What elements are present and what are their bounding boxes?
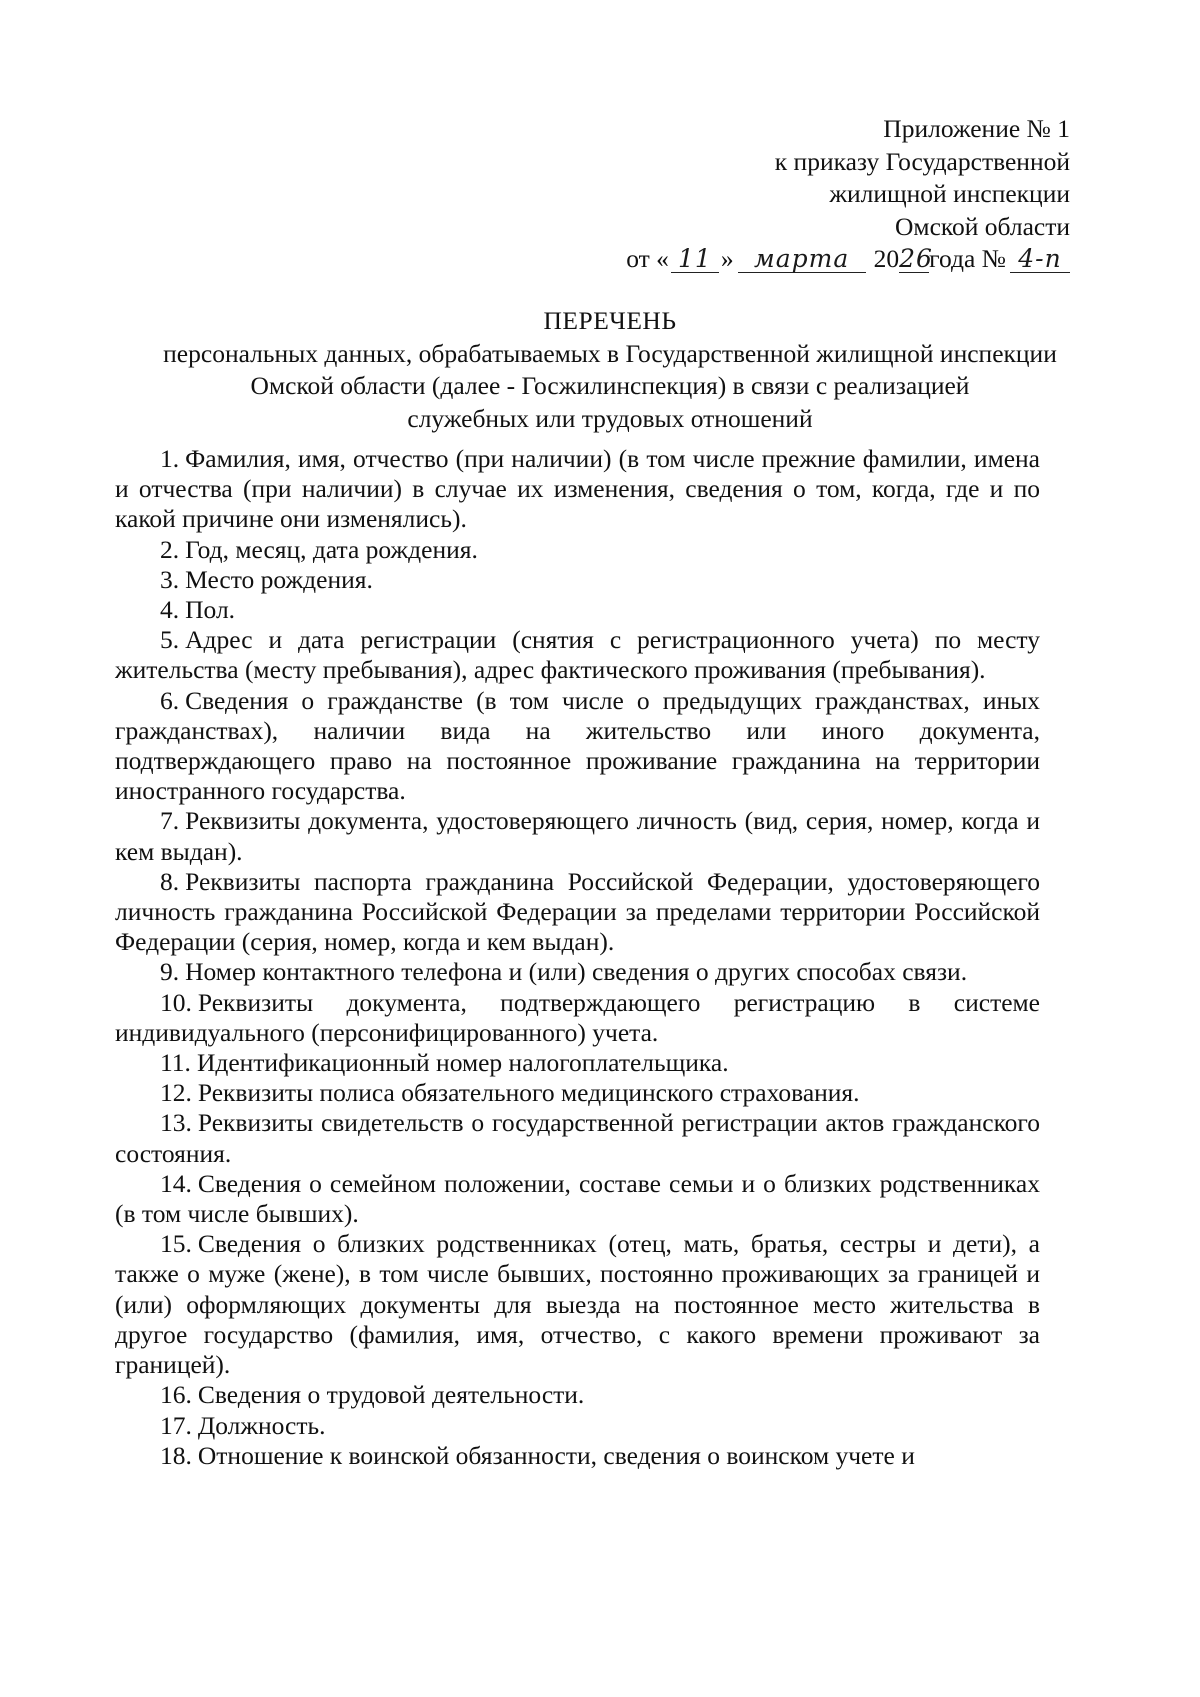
date-prefix: от « <box>626 244 669 273</box>
list-item-text: Год, месяц, дата рождения. <box>185 534 478 564</box>
list-item <box>115 1411 1040 1441</box>
list-item <box>115 806 1040 866</box>
title-line-1: персональных данных, обрабатываемых в Государственной жилищной инспекции <box>163 338 1057 368</box>
list-item-text: Сведения о гражданстве (в том числе о предыдущих гражданствах, иных гражданствах), наличии вида на жительство или иного документа, подтверждающего право на постоянное проживание гражданина на территории иностранного государства. <box>115 685 1040 806</box>
list-item-text: Фамилия, имя, отчество (при наличии) (в том числе прежние фамилии, имена и отчества (при наличии) в случае их изменения, сведения о том, когда, где и по какой причине они изменялись). <box>115 444 1040 534</box>
appendix-number: Приложение № 1 <box>883 114 1070 143</box>
list-item <box>115 686 1040 807</box>
list-item-text: Сведения о близких родственниках (отец, мать, братья, сестры и дети), а также о муже (жене), в том числе бывших, постоянно проживающих за границей и (или) оформляющих документы для выезда на постоянное место жительства в другое государство (фамилия, имя, отчество, с какого времени проживают за границей). <box>115 1229 1040 1380</box>
title-line-3: служебных или трудовых отношений <box>407 403 813 433</box>
list-item <box>115 1078 1040 1108</box>
list-item-text: Номер контактного телефона и (или) сведения о других способах связи. <box>185 957 968 987</box>
list-item <box>115 957 1040 987</box>
list-item-number: 7. <box>160 806 180 836</box>
list-item-number: 16. <box>160 1380 192 1410</box>
list-item-text: Отношение к воинской обязанности, сведения о воинском учете и <box>197 1440 915 1470</box>
list-item <box>115 988 1040 1048</box>
list-item-number: 1. <box>160 444 180 473</box>
list-item-number: 14. <box>160 1168 192 1198</box>
list-item-number: 11. <box>160 1048 191 1078</box>
list-item <box>115 867 1040 958</box>
year-word: года № <box>929 244 1006 273</box>
list-item-text: Реквизиты документа, удостоверяющего личность (вид, серия, номер, когда и кем выдан). <box>115 806 1040 866</box>
handwritten-year: 26 <box>899 244 933 273</box>
list-item-number: 12. <box>160 1078 192 1108</box>
appendix-block <box>450 113 1070 276</box>
appendix-region: Омской области <box>895 211 1070 241</box>
list-item-text: Сведения о семейном положении, составе семьи и о близких родственниках (в том числе бывших). <box>115 1168 1040 1229</box>
order-date-line <box>450 243 1070 276</box>
list-item <box>115 1441 1040 1471</box>
list-item-text: Место рождения. <box>185 564 373 594</box>
list-item-number: 9. <box>160 957 180 987</box>
list-item-number: 13. <box>160 1108 192 1138</box>
document-title <box>110 305 1110 435</box>
appendix-agency: жилищной инспекции <box>829 179 1070 208</box>
list-item <box>115 565 1040 595</box>
list-item <box>115 1169 1040 1229</box>
year-prefix: 20 <box>873 244 900 273</box>
appendix-order-ref: к приказу Государственной <box>774 146 1070 176</box>
list-item-number: 10. <box>160 987 192 1017</box>
handwritten-order-number: 4-п <box>1010 246 1070 273</box>
handwritten-day: 11 <box>671 246 719 273</box>
list-item <box>115 535 1040 565</box>
list-item-text: Сведения о трудовой деятельности. <box>197 1380 585 1410</box>
list-item <box>115 625 1040 685</box>
list-item-number: 18. <box>160 1440 192 1470</box>
handwritten-month: марта <box>738 246 866 273</box>
items-list <box>115 444 1040 1471</box>
list-item <box>115 1229 1040 1380</box>
list-item-number: 6. <box>160 685 180 715</box>
list-item <box>115 595 1040 625</box>
list-item-text: Реквизиты документа, подтверждающего регистрацию в системе индивидуального (персонифицированного) учета. <box>115 987 1040 1047</box>
list-item <box>115 1108 1040 1168</box>
list-item <box>115 444 1040 535</box>
list-item-number: 8. <box>160 866 180 896</box>
list-item-text: Реквизиты полиса обязательного медицинского страхования. <box>197 1078 860 1108</box>
list-item-text: Идентификационный номер налогоплательщика. <box>196 1048 729 1078</box>
list-item-number: 15. <box>160 1229 192 1259</box>
list-item <box>115 1380 1040 1410</box>
list-item-text: Реквизиты свидетельств о государственной регистрации актов гражданского состояния. <box>115 1108 1040 1168</box>
list-item-text: Адрес и дата регистрации (снятия с регистрационного учета) по месту жительства (месту пребывания), адрес фактического проживания (пребывания). <box>115 625 1040 685</box>
list-item-number: 4. <box>160 595 180 625</box>
list-item-number: 5. <box>160 625 180 655</box>
list-item-text: Реквизиты паспорта гражданина Российской Федерации, удостоверяющего личность гражданина Российской Федерации за пределами территории Российской Федерации (серия, номер, когда и кем выдан). <box>115 866 1040 957</box>
date-close-quote: » <box>720 244 734 273</box>
list-item-number: 3. <box>160 564 180 594</box>
list-item-text: Должность. <box>197 1410 326 1440</box>
list-item <box>115 1048 1040 1078</box>
title-line-2: Омской области (далее - Госжилинспекция) в связи с реализацией <box>250 371 970 400</box>
list-item-number: 2. <box>160 534 180 564</box>
list-item-text: Пол. <box>185 595 236 625</box>
title-heading: ПЕРЕЧЕНЬ <box>543 306 677 335</box>
list-item-number: 17. <box>160 1410 192 1440</box>
